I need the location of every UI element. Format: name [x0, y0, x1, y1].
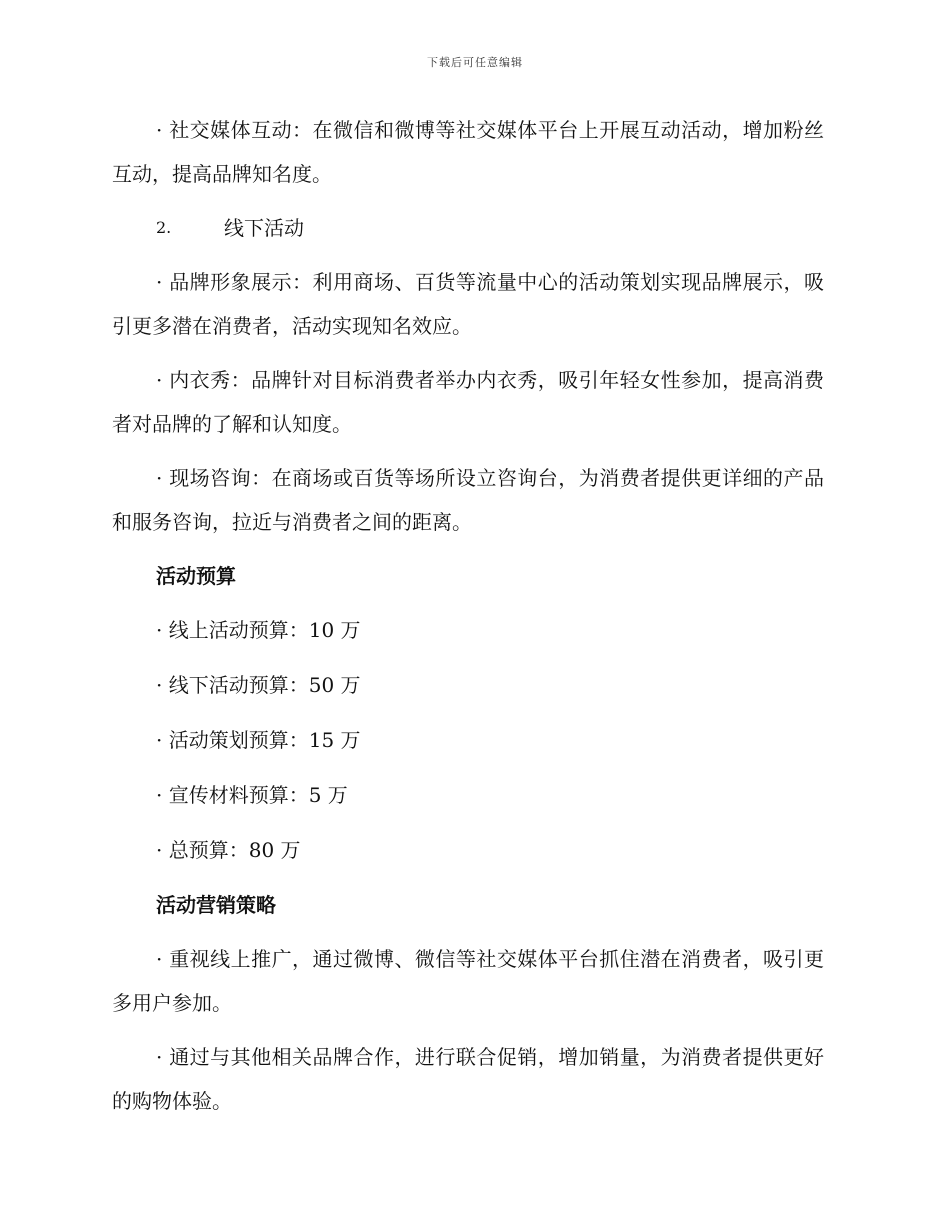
- paragraph-social-media: · 社交媒体互动：在微信和微博等社交媒体平台上开展互动活动，增加粉丝互动，提高品牌知名度。: [112, 118, 824, 186]
- budget-item-materials: · 宣传材料预算：5 万: [156, 783, 348, 807]
- list-number: 2.: [156, 218, 172, 237]
- section-heading-budget: 活动预算: [156, 564, 236, 588]
- header-note: 下载后可任意编辑: [427, 56, 523, 69]
- numbered-heading-title: 线下活动: [224, 216, 304, 240]
- paragraph-lingerie-show: · 内衣秀：品牌针对目标消费者举办内衣秀，吸引年轻女性参加，提高消费者对品牌的了解和认知度。: [112, 368, 824, 436]
- budget-item-planning: · 活动策划预算：15 万: [156, 728, 361, 752]
- document-body: [112, 108, 824, 1133]
- numbered-heading-offline: [156, 206, 824, 250]
- paragraph-brand-display: · 品牌形象展示：利用商场、百货等流量中心的活动策划实现品牌展示，吸引更多潜在消费者，活动实现知名效应。: [112, 270, 824, 338]
- budget-item-online: · 线上活动预算：10 万: [156, 618, 361, 642]
- budget-item-total: · 总预算：80 万: [156, 838, 301, 862]
- budget-item-offline: · 线下活动预算：50 万: [156, 673, 361, 697]
- paragraph-online-promotion: · 重视线上推广，通过微博、微信等社交媒体平台抓住潜在消费者，吸引更多用户参加。: [112, 947, 824, 1015]
- section-heading-strategy: 活动营销策略: [156, 893, 276, 917]
- paragraph-onsite-consulting: · 现场咨询：在商场或百货等场所设立咨询台，为消费者提供更详细的产品和服务咨询，拉近与消费者之间的距离。: [112, 466, 824, 534]
- paragraph-joint-promotion: · 通过与其他相关品牌合作，进行联合促销，增加销量，为消费者提供更好的购物体验。: [112, 1045, 824, 1113]
